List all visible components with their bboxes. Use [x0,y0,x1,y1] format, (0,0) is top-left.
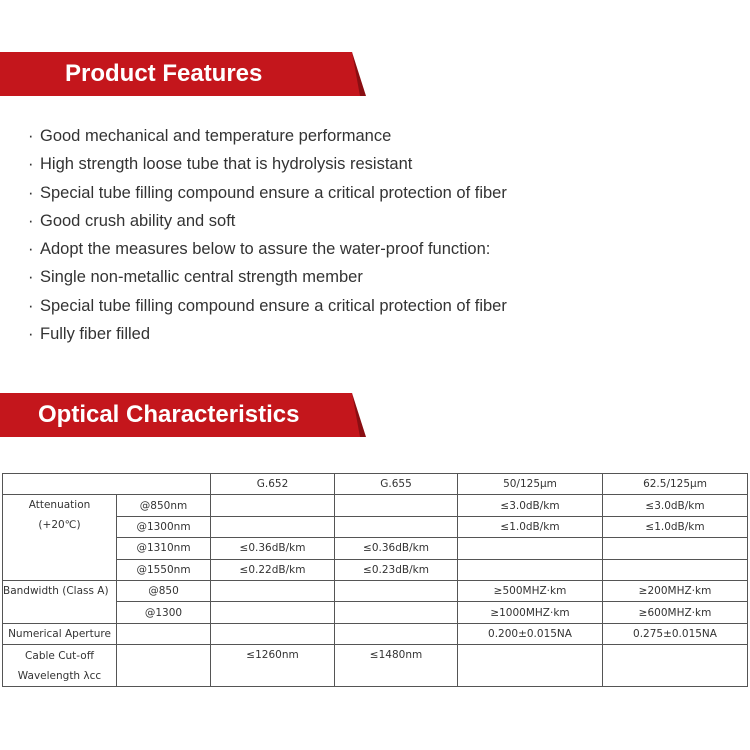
header-g652: G.652 [211,474,335,495]
value-cell: ≥600MHZ·km [603,602,748,623]
bullet: · [28,211,34,230]
table-header-row [3,474,748,495]
value-cell [603,645,748,687]
attenuation-label-cell [3,495,117,581]
list-item: · High strength loose tube that is hydrolysis resistant [28,150,507,178]
optical-spec-table [2,473,748,687]
optical-characteristics-title: Optical Characteristics [38,401,300,428]
value-cell [603,538,748,559]
value-cell: ≤1.0dB/km [458,516,603,537]
wavelength-cell: @850nm [117,495,211,516]
value-cell: ≤1260nm [211,645,335,687]
value-cell [335,602,458,623]
value-cell: 0.275±0.015NA [603,623,748,644]
bullet: · [28,155,34,174]
value-cell [211,580,335,601]
value-cell [335,580,458,601]
value-cell [335,495,458,516]
value-cell: ≤3.0dB/km [603,495,748,516]
table-row [3,580,748,601]
header-empty-cell [3,474,211,495]
bandwidth-label: Bandwidth (Class A) [3,584,109,597]
cutoff-label-cell [3,645,117,687]
value-cell: ≤0.36dB/km [211,538,335,559]
value-cell: ≥1000MHZ·km [458,602,603,623]
product-features-banner [0,52,366,96]
header-mm50: 50/125μm [458,474,603,495]
table-row [3,495,748,516]
list-item: · Special tube filling compound ensure a critical protection of fiber [28,179,507,207]
value-cell [211,602,335,623]
list-item: · Good mechanical and temperature performance [28,122,507,150]
value-cell: ≤0.23dB/km [335,559,458,580]
list-item: · Good crush ability and soft [28,207,507,235]
wavelength-cell: @1300nm [117,516,211,537]
value-cell: ≤0.22dB/km [211,559,335,580]
bandwidth-label-cell [3,580,117,623]
table-row [3,645,748,687]
cutoff-wavelength: Wavelength λcc [17,669,102,682]
empty-cell [117,623,211,644]
value-cell: 0.200±0.015NA [458,623,603,644]
value-cell: ≥200MHZ·km [603,580,748,601]
header-mm625: 62.5/125μm [603,474,748,495]
bullet: · [28,240,34,259]
bullet: · [28,296,34,315]
value-cell [211,623,335,644]
wavelength-cell: @1550nm [117,559,211,580]
value-cell [458,645,603,687]
value-cell [458,538,603,559]
list-item: · Adopt the measures below to assure the water-proof function: [28,235,507,263]
value-cell [603,559,748,580]
value-cell: ≤3.0dB/km [458,495,603,516]
table-row [3,623,748,644]
value-cell [211,495,335,516]
product-features-title: Product Features [65,60,263,87]
value-cell [335,623,458,644]
list-item: · Special tube filling compound ensure a critical protection of fiber [28,292,507,320]
attenuation-temp: (+20℃) [38,519,81,532]
value-cell [335,516,458,537]
attenuation-label: Attenuation [28,499,91,512]
list-item: · Fully fiber filled [28,320,507,348]
bullet: · [28,127,34,145]
value-cell [211,516,335,537]
wavelength-cell: @1310nm [117,538,211,559]
wavelength-cell: @1300 [117,602,211,623]
header-g655: G.655 [335,474,458,495]
bullet: · [28,325,34,344]
cutoff-label: Cable Cut-off [25,649,94,662]
value-cell: ≥500MHZ·km [458,580,603,601]
empty-cell [117,645,211,687]
feature-list [28,122,507,348]
bullet: · [28,268,34,287]
optical-characteristics-banner [0,393,366,437]
value-cell: ≤0.36dB/km [335,538,458,559]
value-cell [458,559,603,580]
numerical-aperture-label: Numerical Aperture [3,623,117,644]
list-item: · Single non-metallic central strength member [28,263,507,291]
value-cell: ≤1.0dB/km [603,516,748,537]
bullet: · [28,183,34,202]
wavelength-cell: @850 [117,580,211,601]
value-cell: ≤1480nm [335,645,458,687]
